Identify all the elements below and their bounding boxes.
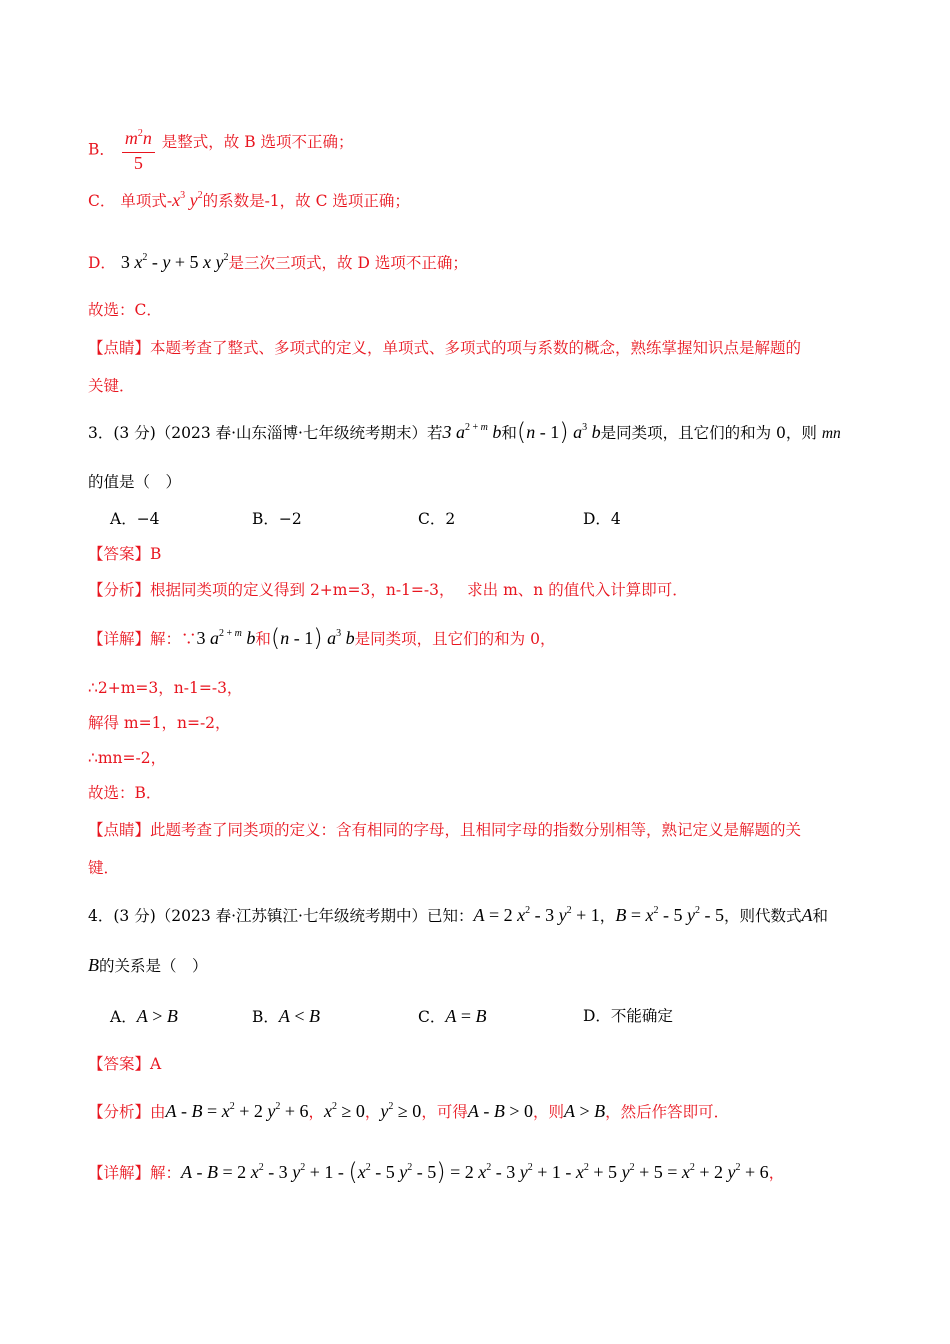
prev-conclusion: 故选：C． — [88, 301, 162, 319]
q4-option-b[interactable]: B．A < B — [252, 1006, 321, 1026]
expr-B-definition: $B = x^2 - 5$ $y^2 - 5$ — [615, 905, 724, 925]
detail-derivation: A - B = 2 $x^2 - 3$ $y^2 + 1 - (x^2 - 5$ $y^2 - 5) = 2$ $x^2 - 3$ $y^2 + 1 - x^2 + 5$ $y^2 + 5 = x^2 + 2$ $y^2 + 6$ — [181, 1158, 769, 1186]
prev-option-b-letter: B． — [88, 140, 115, 159]
q3-option-d[interactable]: D．4 — [583, 510, 621, 528]
q3-stem-line2: 的值是（ ） — [88, 473, 182, 491]
fraction-m2n-over-5: $\frac{m^2n}{5}$ — [122, 128, 155, 173]
prev-option-d: D． 3 $x^2 - y + 5$ x $y^2$是三次三项式，故 D 选项不正确； — [88, 252, 468, 272]
q4-stem: 4．(3 分)（2023 春·江苏镇江·七年级统考期中）已知：A = 2 $x^2 - 3$ $y^2 + 1$，$B = x^2 - 5$ $y^2 - 5$，则代数式A和 — [88, 905, 828, 925]
q4-option-c[interactable]: C．A = B — [418, 1006, 487, 1026]
prev-option-c: C． 单项式$-x^3$ $y^2$的系数是-1，故 C 选项正确； — [88, 190, 410, 210]
q3-step-3: ∴mn=-2， — [88, 749, 167, 767]
q4-option-a[interactable]: A．A > B — [110, 1006, 178, 1026]
q3-step-1: ∴2+m=3，n-1=-3， — [88, 679, 243, 697]
q4-answer: 【答案】A — [88, 1055, 162, 1073]
q4-stem-line2: B的关系是（ ） — [88, 955, 208, 975]
prev-option-b — [88, 128, 354, 173]
q3-stem: 3．(3 分)（2023 春·山东淄博·七年级统考期末）若3 $a^{2 + m}$ b和(n - 1) $a^3$ b是同类项，且它们的和为 0，则 mn — [88, 418, 841, 446]
q3-option-c[interactable]: C．2 — [418, 510, 456, 528]
q4-analysis: 【分析】由$A - B = x^2 + 2$ $y^2 + 6$，$x^2 \ge 0$，$y^2 \ge 0$，可得A - B > 0，则A > B，然后作答即可． — [88, 1101, 730, 1121]
analysis-diff-expression: $A - B = x^2 + 2$ $y^2 + 6$ — [165, 1101, 309, 1121]
detail-term-n-1-a3b: (n - 1) $a^3$ b — [270, 624, 355, 652]
q3-step-2: 解得 m=1，n=-2， — [88, 714, 231, 732]
prev-option-b-text: 是整式，故 B 选项不正确； — [161, 132, 354, 151]
term-n-1-a3b: (n - 1) $a^3$ b — [516, 418, 601, 446]
polynomial-3x2-y-5xy2: 3 $x^2 - y + 5$ x $y^2$ — [120, 252, 229, 272]
q3-step-4: 故选：B． — [88, 784, 162, 802]
prev-comment-line2: 关键． — [88, 377, 135, 395]
q3-comment: 【点睛】此题考查了同类项的定义：含有相同的字母，且相同字母的指数分别相等，熟记定义是解题的关 — [88, 821, 802, 839]
q3-option-b[interactable]: B．−2 — [252, 510, 302, 528]
term-3a-2m-b: 3 $a^{2 + m}$ b — [442, 422, 502, 442]
expr-A-definition: A = 2 $x^2 - 3$ $y^2 + 1$ — [473, 905, 600, 925]
q3-option-a[interactable]: A．−4 — [110, 510, 160, 528]
q3-comment-line2: 键． — [88, 859, 120, 877]
q4-option-d[interactable]: D．不能确定 — [583, 1007, 673, 1025]
detail-term-3a-2m-b: 3 $a^{2 + m}$ b — [196, 628, 256, 648]
prev-comment: 【点睛】本题考查了整式、多项式的定义，单项式、多项式的项与系数的概念，熟练掌握知识点是解题的 — [88, 339, 802, 357]
monomial-x3y2: $x^3$ $y^2$ — [172, 190, 203, 210]
q3-detail: 【详解】解：∵3 $a^{2 + m}$ b和(n - 1) $a^3$ b是同类项，且它们的和为 0， — [88, 624, 556, 652]
q3-answer: 【答案】B — [88, 545, 162, 563]
q3-analysis: 【分析】根据同类项的定义得到 2+m=3，n-1=-3， 求出 m、n 的值代入计算即可． — [88, 581, 688, 599]
q4-detail: 【详解】解：A - B = 2 $x^2 - 3$ $y^2 + 1 - (x^2 - 5$ $y^2 - 5) = 2$ $x^2 - 3$ $y^2 + 1 - x^2 + 5$ $y^2 + 5 = x^2 + 2$ $y^2 + 6$， — [88, 1158, 785, 1186]
